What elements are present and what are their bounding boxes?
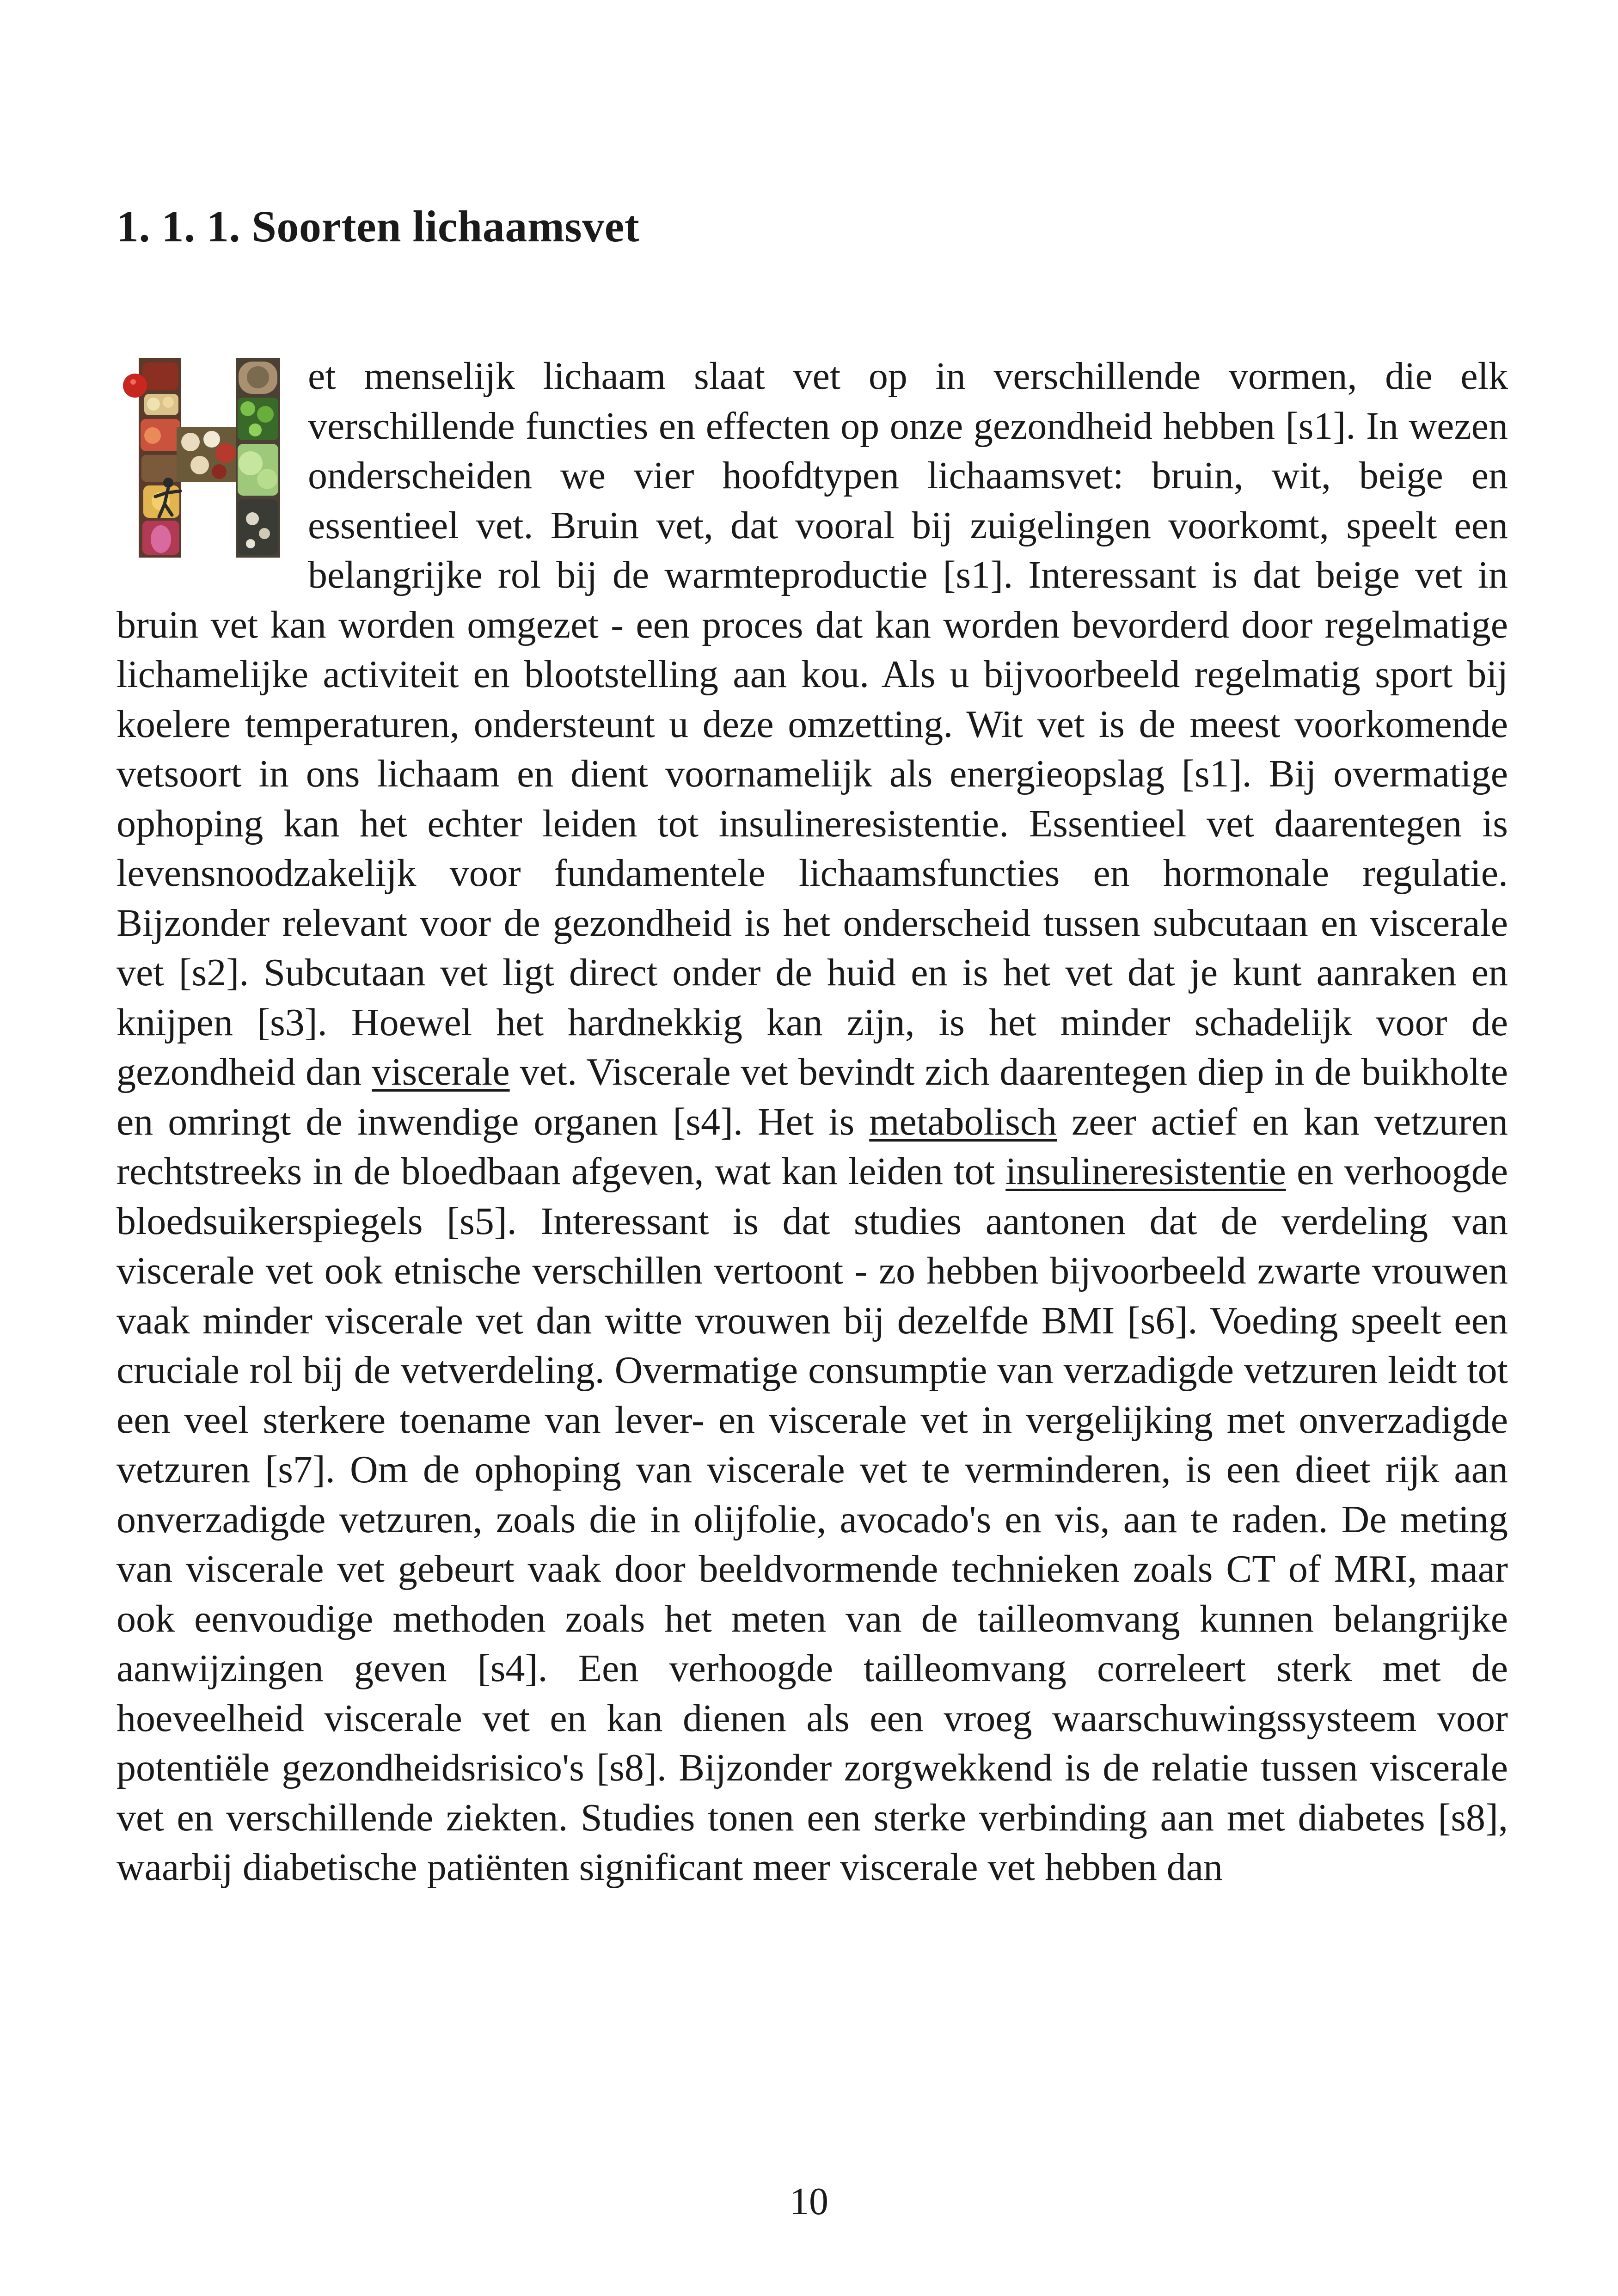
underlined-term-viscerale: viscerale [372, 1050, 510, 1093]
body-paragraph: et menselijk lichaam slaat vet op in verschillende vormen, die elk verschillende functies en effecten op onze gezondheid hebben [s1]. In wezen onderscheiden we vier hoofdtypen lichaamsvet: bruin, wit, beige en essentieel vet. Bruin vet, dat vooral bij zuigelingen voorkomt, speelt een belangrijke rol bij de warmteproductie [s1]. Interessant is dat beige vet in bruin vet kan worden omgezet - een proces dat kan worden bevorderd door regelmatige lichamelijke activiteit en blootstelling aan kou. Als u bijvoorbeeld regelmatig sport bij koelere temperaturen, ondersteunt u deze omzetting. Wit vet is de meest voorkomende vetsoort in ons lichaam en dient voornamelijk als energieopslag [s1]. Bij overmatige ophoping kan het echter leiden tot insulineresistentie. Essentieel vet daarentegen is levensnoodzakelijk voor fundamentele lichaamsfuncties en hormonale regulatie. Bijzonder relevant voor de gezondheid is het onderscheid tussen subcutaan en viscerale vet [s2]. Subcutaan vet ligt direct onder de huid en is het vet dat je kunt aanraken en knijpen [s3]. Hoewel het hardnekkig kan zijn, is het minder schadelijk voor de gezondheid dan viscerale vet. Viscerale vet bevindt zich daarentegen diep in de buikholte en omringt de inwendige organen [s4]. Het is metabolisch zeer actief en kan vetzuren rechtstreeks in de bloedbaan afgeven, wat kan leiden tot insulineresistentie en verhoogde bloedsuikerspiegels [s5]. Interessant is dat studies aantonen dat de verdeling van viscerale vet ook etnische verschillen vertoont - zo hebben bijvoorbeeld zwarte vrouwen vaak minder viscerale vet dan witte vrouwen bij dezelfde BMI [s6]. Voeding speelt een cruciale rol bij de vetverdeling. Overmatige consumptie van verzadigde vetzuren leidt tot een veel sterkere toename van lever- en viscerale vet in vergelijking met onverzadigde vetzuren [s7]. Om de ophoping van viscerale vet te verminderen, is een dieet rijk aan onverzadigde vetzuren, zoals die in olijfolie, avocado's en vis, aan te raden. De meting van viscerale vet gebeurt vaak door beeldvormende technieken zoals CT of MRI, maar ook eenvoudige methoden zoals het meten van de tailleomvang kunnen belangrijke aanwijzingen geven [s4]. Een verhoogde tailleomvang correleert sterk met de hoeveelheid viscerale vet en kan dienen als een vroeg waarschuwingssysteem voor potentiële gezondheidsrisico's [s8]. Bijzonder zorgwekkend is de relatie tussen viscerale vet en verschillende ziekten. Studies tonen een sterke verbinding aan met diabetes [s8], waarbij diabetische patiënten significant meer viscerale vet hebben dan [116, 355, 1508, 1889]
underlined-term-metabolisch: metabolisch [869, 1100, 1057, 1143]
section-heading: 1. 1. 1. Soorten lichaamsvet [116, 202, 640, 251]
underlined-term-insulineresistentie: insulineresistentie [1005, 1150, 1286, 1193]
page-number: 10 [790, 2180, 828, 2223]
dropcap-letter-h-illustration [116, 358, 296, 558]
